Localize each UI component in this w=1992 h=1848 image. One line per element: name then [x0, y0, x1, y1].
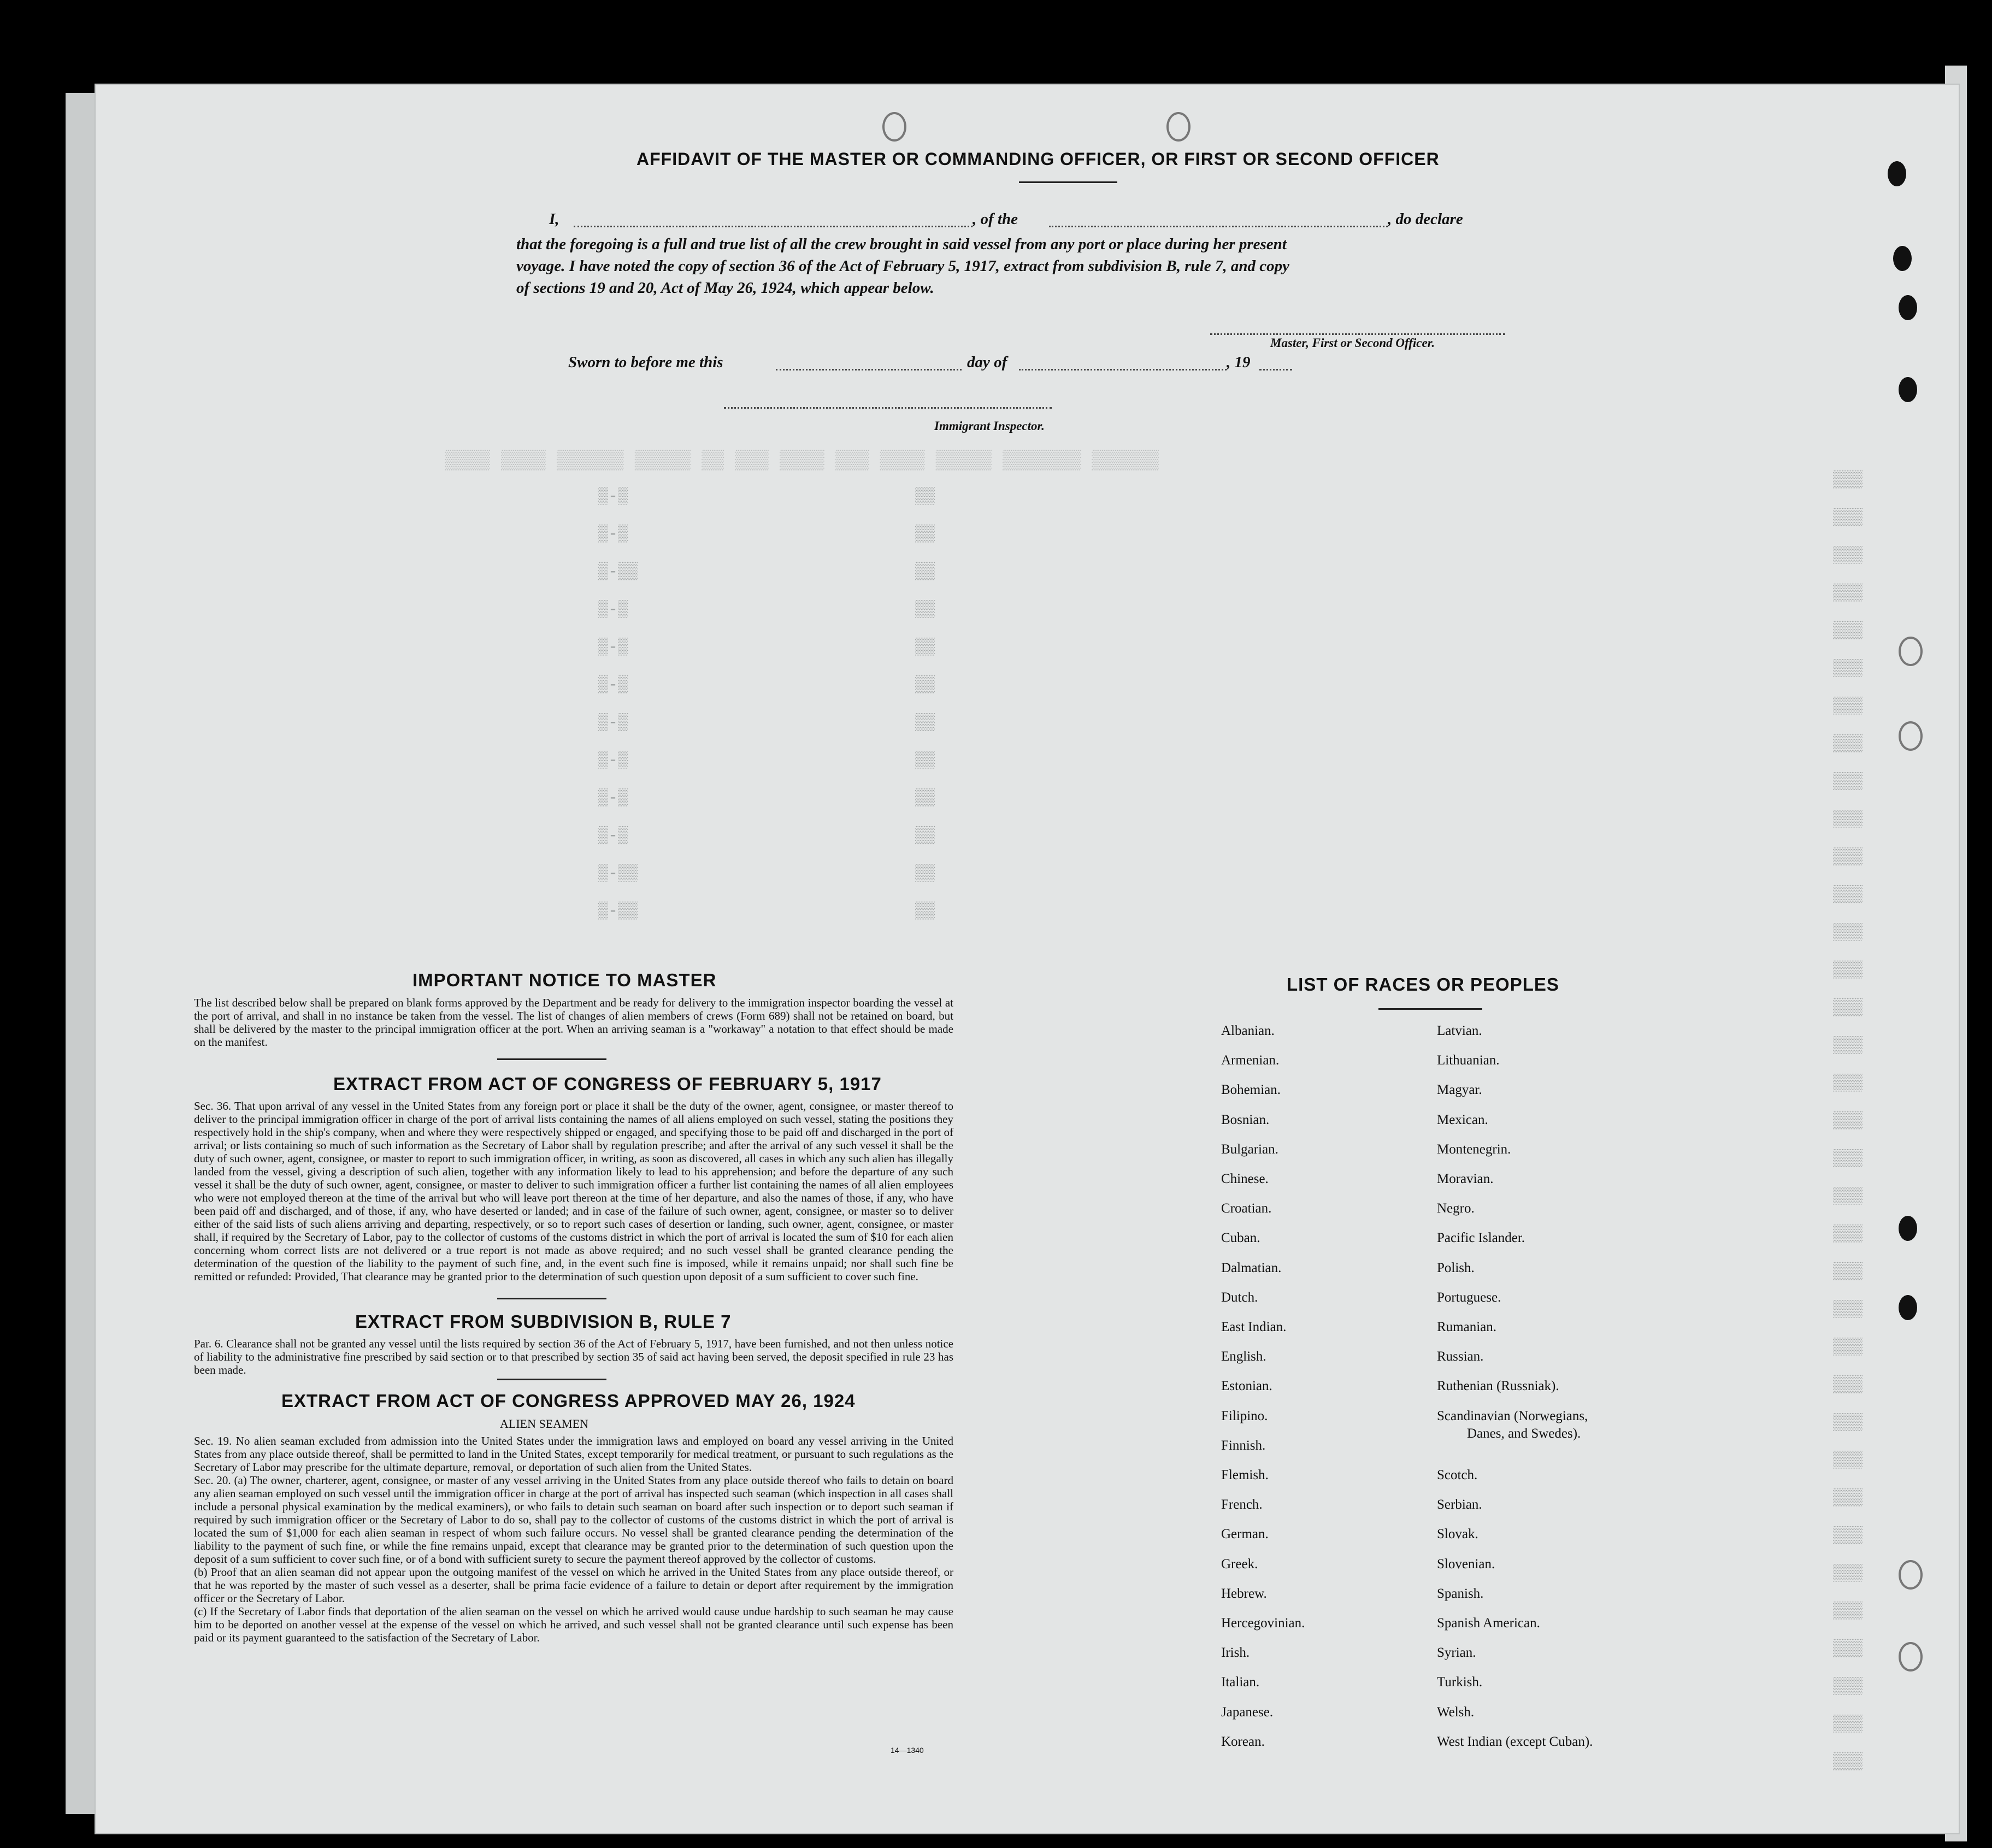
punch-hole-icon: [1888, 161, 1906, 186]
race-item: Pacific Islander.: [1437, 1231, 1525, 1246]
sworn-day-line[interactable]: [776, 369, 962, 370]
divider: [497, 1298, 606, 1299]
races-title: LIST OF RACES OR PEOPLES: [1287, 974, 1559, 994]
master-signature-line[interactable]: [1210, 333, 1505, 335]
race-item: Spanish American.: [1437, 1616, 1540, 1631]
affidavit-of-the: , of the: [973, 210, 1018, 228]
inspector-label: Immigrant Inspector.: [934, 419, 1045, 433]
race-item: Flemish.: [1221, 1468, 1269, 1482]
race-item: Bulgarian.: [1221, 1141, 1278, 1157]
race-item: Syrian.: [1437, 1645, 1476, 1661]
race-item: Polish.: [1437, 1260, 1475, 1275]
extract-1924-subtitle: ALIEN SEAMEN: [500, 1417, 588, 1431]
affidavit-line-2: that the foregoing is a full and true list of all the crew brought in said vessel from any port or place during her present: [516, 236, 1287, 253]
race-item: Chinese.: [1221, 1172, 1269, 1186]
race-item: Cuban.: [1221, 1231, 1260, 1246]
race-item: Rumanian.: [1437, 1320, 1497, 1334]
race-item: Croatian.: [1221, 1201, 1272, 1216]
race-item: East Indian.: [1221, 1320, 1287, 1334]
ring-hole-icon: [1899, 721, 1923, 751]
sworn-year: , 19: [1227, 354, 1251, 371]
race-item: Dalmatian.: [1221, 1260, 1282, 1275]
notice-title: IMPORTANT NOTICE TO MASTER: [412, 970, 717, 990]
divider: [1019, 181, 1117, 183]
race-item: Finnish.: [1221, 1438, 1266, 1453]
ring-hole-icon: [1899, 1642, 1923, 1672]
race-item: Latvian.: [1437, 1023, 1482, 1038]
master-signature-label: Master, First or Second Officer.: [1270, 336, 1435, 350]
race-item: Scandinavian (Norwegians,: [1437, 1408, 1588, 1423]
sworn-month-line[interactable]: [1019, 369, 1227, 370]
name-field-line[interactable]: [574, 226, 973, 227]
ghost-numbers-3: ▒▒▒ ▒▒▒ ▒▒▒ ▒▒▒ ▒▒▒ ▒▒▒ ▒▒▒ ▒▒▒ ▒▒▒ ▒▒▒ ▒▒▒ ▒▒▒ ▒▒▒ ▒▒▒ ▒▒▒ ▒▒▒ ▒▒▒ ▒▒▒ ▒▒▒ ▒▒▒ ▒▒▒ ▒▒▒ ▒▒▒ ▒▒▒ ▒▒▒ ▒▒▒ ▒▒▒ ▒▒▒ ▒▒▒ ▒▒▒ ▒▒▒ ▒▒▒ ▒▒▒ ▒▒▒ ▒▒▒: [1833, 471, 1863, 1772]
punch-hole-icon: [1893, 246, 1912, 271]
race-scandinavian-continued: Danes, and Swedes).: [1467, 1426, 1581, 1441]
affidavit-title: AFFIDAVIT OF THE MASTER OR COMMANDING OFFICER, OR FIRST OR SECOND OFFICER: [637, 149, 1440, 169]
race-item: Magyar.: [1437, 1082, 1482, 1098]
race-item: Moravian.: [1437, 1172, 1494, 1186]
race-item: Ruthenian (Russniak).: [1437, 1379, 1559, 1394]
race-item: Albanian.: [1221, 1023, 1275, 1038]
affidavit-do-declare: , do declare: [1388, 210, 1463, 228]
race-item: Turkish.: [1437, 1675, 1483, 1690]
race-item: Slovenian.: [1437, 1556, 1495, 1572]
form-number: 14—1340: [891, 1746, 924, 1755]
affidavit-i: I,: [549, 210, 559, 228]
ring-hole-icon: [1166, 112, 1191, 142]
sworn-day-of: day of: [967, 354, 1007, 371]
race-item: Korean.: [1221, 1734, 1265, 1749]
race-item: Hercegovinian.: [1221, 1616, 1305, 1631]
race-item: Italian.: [1221, 1675, 1260, 1690]
affidavit-line-3: voyage. I have noted the copy of section 36 of the Act of February 5, 1917, extract from subdivision B, rule 7, and copy: [516, 257, 1289, 275]
extract-1924-sec19: Sec. 19. No alien seaman excluded from admission into the United States under the immigration laws and employed on board any vessel arriving in the United States from any place outside thereof, shall be permitted to land in the United States, except temporarily for medical treatment, or pursuant to such regulations as the Secretary of Labor may prescribe for the ultimate departure, removal, or deportation of such alien from the United States.: [194, 1434, 953, 1474]
extract-1917-body: Sec. 36. That upon arrival of any vessel in the United States from any foreign port or place it shall be the duty of the owner, agent, consignee, or master thereof to deliver to the principal immigration officer in charge of the port of arrival lists containing the names of all aliens employed on such vessel, stating the positions they respectively hold in the ship's company, when and where they were respectively shipped or engaged, and specifying those to be paid off and discharged in the port of arrival; or lists containing so much of such information as the Secretary of Labor shall by regulation prescribe; and after the arrival of any such vessel it shall be the duty of such owner, agent, consignee, or master to report to such immigration officer, in writing, as soon as discovered, all cases in which any such alien has illegally landed from the vessel, giving a description of such alien, together with any information likely to lead to his apprehension; and before the departure of any such vessel it shall be the duty of such owner, agent, consignee, or master to deliver to such immigration officer a further list containing the names of all alien employees who were not employed thereon at the time of the arrival but who will leave port thereon at the time of her departure, and also the names of those, if any, who have been paid off and discharged, and of those, if any, who have deserted or landed; and in case of the failure of such owner, agent, consignee, or master so to deliver either of the said lists of such aliens arriving and departing, respectively, or so to report such cases of desertion or landing, such owner, agent, consignee, or master shall, if required by the Secretary of Labor, pay to the collector of customs of the customs district in which the port of arrival is located the sum of $10 for each alien concerning whom correct lists are not delivered or a true report is not made as above required; and no such vessel shall be granted clearance pending the determination of the question of the liability to the payment of such fine, and, in the event such fine is imposed, while it remains unpaid; nor shall such fine be remitted or refunded: Provided, That clearance may be granted prior to the determination of such question upon deposit of a sum sufficient to cover such fine.: [194, 1099, 953, 1283]
punch-hole-icon: [1899, 377, 1917, 402]
ring-hole-icon: [1899, 1560, 1923, 1590]
ghost-text: ▒▒▒▒ ▒▒▒▒ ▒▒▒▒▒▒ ▒▒▒▒▒ ▒▒ ▒▒▒ ▒▒▒▒ ▒▒▒ ▒▒▒▒ ▒▒▒▒▒ ▒▒▒▒▒▒▒ ▒▒▒▒▒▒: [445, 451, 1159, 472]
race-item: Armenian.: [1221, 1053, 1280, 1068]
vessel-field-line[interactable]: [1049, 226, 1388, 227]
race-item: Lithuanian.: [1437, 1053, 1500, 1068]
race-item: Japanese.: [1221, 1704, 1274, 1720]
affidavit-text: [516, 233, 1565, 299]
race-item: Irish.: [1221, 1645, 1250, 1661]
extract-1924-title: EXTRACT FROM ACT OF CONGRESS APPROVED MAY 26, 1924: [281, 1391, 856, 1411]
race-item: Spanish.: [1437, 1586, 1484, 1601]
race-item: Slovak.: [1437, 1527, 1478, 1542]
race-item: Hebrew.: [1221, 1586, 1267, 1601]
ring-hole-icon: [1899, 637, 1923, 666]
race-item: Scotch.: [1437, 1468, 1478, 1482]
race-item: Welsh.: [1437, 1704, 1475, 1720]
race-item: German.: [1221, 1527, 1269, 1542]
extract-rule7-title: EXTRACT FROM SUBDIVISION B, RULE 7: [355, 1311, 732, 1332]
extract-1924-sec20b: (b) Proof that an alien seaman did not appear upon the outgoing manifest of the vessel on which he arrived in the United States from any place outside thereof, or that he was reported by the master of such vessel as a deserter, shall be prima facie evidence of a failure to detain or deport after requirement by the immigration officer or the Secretary of Labor.: [194, 1565, 953, 1605]
race-item: Estonian.: [1221, 1379, 1272, 1394]
race-item: French.: [1221, 1497, 1263, 1512]
inspector-signature-line[interactable]: [724, 407, 1052, 409]
document-page: [96, 85, 1959, 1833]
race-item: Portuguese.: [1437, 1290, 1501, 1305]
affidavit-line-4: of sections 19 and 20, Act of May 26, 1924, which appear below.: [516, 279, 934, 297]
race-item: Negro.: [1437, 1201, 1475, 1216]
race-item: Filipino.: [1221, 1408, 1268, 1423]
extract-1924-body: [194, 1434, 953, 1644]
divider: [1378, 1008, 1482, 1010]
extract-rule7-body: Par. 6. Clearance shall not be granted any vessel until the lists required by section 36 of the Act of February 5, 1917, have been furnished, and not then unless notice of liability to the administrative fine prescribed by said section or to that prescribed by section 35 of said act having been served, the deposit specified in rule 23 has been made.: [194, 1337, 953, 1376]
race-item: Dutch.: [1221, 1290, 1258, 1305]
race-item: Greek.: [1221, 1556, 1258, 1572]
punch-hole-icon: [1899, 295, 1917, 320]
punch-hole-icon: [1899, 1295, 1917, 1320]
ghost-numbers-2: ▒▒ ▒▒ ▒▒ ▒▒ ▒▒ ▒▒ ▒▒ ▒▒ ▒▒ ▒▒ ▒▒ ▒▒: [915, 487, 935, 921]
punch-hole-icon: [1899, 1216, 1917, 1241]
race-item: Montenegrin.: [1437, 1141, 1511, 1157]
race-item: English.: [1221, 1349, 1266, 1364]
extract-1924-sec20a: Sec. 20. (a) The owner, charterer, agent, consignee, or master of any vessel arriving in the United States from any place outside thereof who fails to detain on board any alien seaman employed on such vessel until the immigration officer in charge at the port of arrival has inspected such seaman (which inspection in all cases shall include a personal physical examination by the medical examiners), or who fails to detain such seaman on board after such inspection or to deport such seaman if required by such immigration officer or the Secretary of Labor to do so, shall pay to the collector of customs of the customs district in which the port of arrival is located the sum of $1,000 for each alien seaman in respect of whom such failure occurs. No vessel shall be granted clearance pending the determination of the liability to the payment of such fine, or while the fine remains unpaid, except that clearance may be granted prior to the determination of such question upon the deposit of a sum sufficient to cover such fine, or of a bond with sufficient surety to secure the payment thereof approved by the collector of customs.: [194, 1474, 953, 1565]
race-item: Mexican.: [1437, 1112, 1488, 1127]
divider: [497, 1058, 606, 1060]
race-item: West Indian (except Cuban).: [1437, 1734, 1593, 1749]
extract-1924-sec20c: (c) If the Secretary of Labor finds that deportation of the alien seaman on the vessel on which he arrived would cause undue hardship to such seaman he may cause him to be deported on another vessel at the expense of the vessel on which he arrived, and such vessel shall not be granted clearance until such expense has been paid or its payment guaranteed to the satisfaction of the Secretary of Labor.: [194, 1605, 953, 1644]
race-item: Bohemian.: [1221, 1082, 1281, 1098]
race-item: Bosnian.: [1221, 1112, 1270, 1127]
ring-hole-icon: [882, 112, 906, 142]
notice-body: The list described below shall be prepared on blank forms approved by the Department and be ready for delivery to the immigration inspector boarding the vessel at the port of arrival, and shall in no instance be taken from the vessel. The list of changes of alien members of crews (Form 689) shall not be retained on board, but shall be delivered by the master to the principal immigration officer at the port. When an arriving seaman is a "workaway" a notation to that effect should be made on the manifest.: [194, 996, 953, 1049]
divider: [497, 1379, 606, 1380]
sworn-year-line[interactable]: [1259, 369, 1292, 370]
sworn-prefix: Sworn to before me this: [568, 354, 723, 371]
race-item: Serbian.: [1437, 1497, 1482, 1512]
extract-1917-title: EXTRACT FROM ACT OF CONGRESS OF FEBRUARY 5, 1917: [333, 1074, 882, 1094]
race-item: Russian.: [1437, 1349, 1484, 1364]
ghost-numbers: ▒-▒ ▒-▒ ▒-▒▒ ▒-▒ ▒-▒ ▒-▒ ▒-▒ ▒-▒ ▒-▒ ▒-▒ ▒-▒▒ ▒-▒▒: [598, 487, 638, 921]
